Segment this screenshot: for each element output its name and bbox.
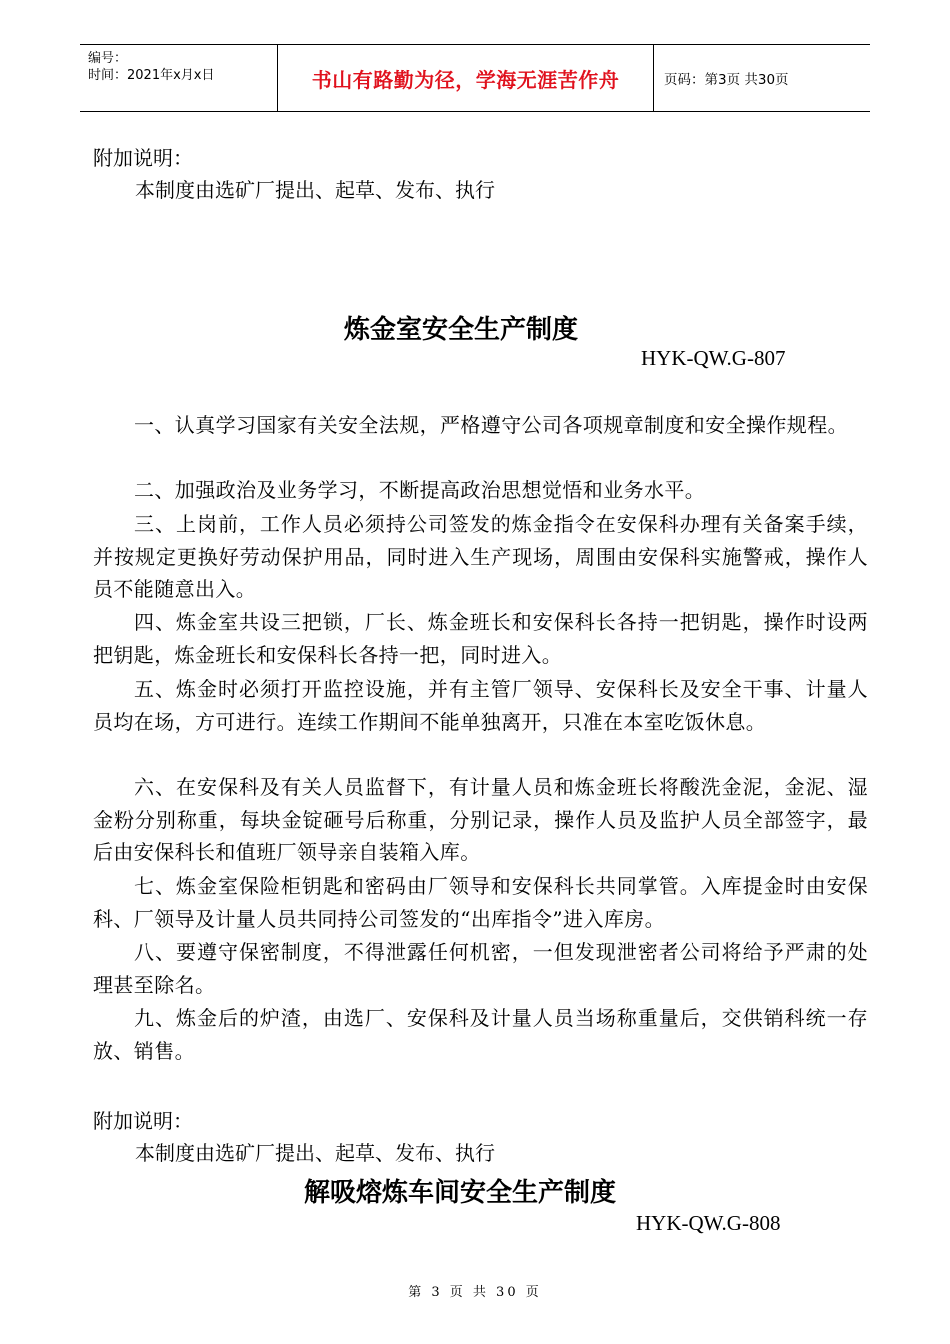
top-note-text: 本制度由选矿厂提出、起草、发布、执行	[135, 178, 495, 202]
doc1-paragraph-7: 七、炼金室保险柜钥匙和密码由厂领导和安保科长共同掌管。入库提金时由安保科、厂领导及计量人员共同持公司签发的“出库指令”进入库房。	[93, 874, 868, 931]
doc1-code: HYK-QW.G-807	[641, 346, 786, 370]
header-page-info: 页码：第3页 共30页	[664, 72, 789, 88]
doc1-paragraph-5: 五、炼金时必须打开监控设施，并有主管厂领导、安保科长及安全干事、计量人员均在场，方可进行。连续工作期间不能单独离开，只准在本室吃饭休息。	[93, 677, 868, 734]
doc1-paragraph-1: 一、认真学习国家有关安全法规，严格遵守公司各项规章制度和安全操作规程。	[134, 413, 848, 437]
doc1-note-label: 附加说明：	[93, 1109, 193, 1133]
doc1-paragraph-4: 四、炼金室共设三把锁，厂长、炼金班长和安保科长各持一把钥匙，操作时设两把钥匙，炼金班长和安保科长各持一把，同时进入。	[93, 610, 868, 667]
doc2-title: 解吸熔炼车间安全生产制度	[304, 1178, 617, 1208]
doc1-paragraph-3: 三、上岗前，工作人员必须持公司签发的炼金指令在安保科办理有关备案手续，并按规定更换好劳动保护用品，同时进入生产现场，周围由安保科实施警戒，操作人员不能随意出入。	[93, 512, 868, 601]
top-note-label: 附加说明：	[93, 146, 193, 170]
doc1-paragraph-2: 二、加强政治及业务学习，不断提高政治思想觉悟和业务水平。	[134, 478, 706, 502]
doc1-paragraph-9: 九、炼金后的炉渣，由选厂、安保科及计量人员当场称重量后，交供销科统一存放、销售。	[93, 1006, 868, 1063]
doc1-title: 炼金室安全生产制度	[344, 315, 579, 345]
document-number-label: 编号：	[88, 51, 128, 66]
page-footer: 第 3 页 共 30 页	[408, 1285, 542, 1300]
document-time: 时间：2021年x月x日	[88, 68, 215, 83]
doc1-paragraph-8: 八、要遵守保密制度，不得泄露任何机密，一但发现泄密者公司将给予严肃的处理甚至除名。	[93, 940, 868, 997]
page-header	[80, 44, 870, 112]
header-motto: 书山有路勤为径，学海无涯苦作舟	[278, 45, 654, 111]
doc1-paragraph-6: 六、在安保科及有关人员监督下，有计量人员和炼金班长将酸洗金泥，金泥、湿金粉分别称重，每块金锭砸号后称重，分别记录，操作人员及监护人员全部签字，最后由安保科长和值班厂领导亲自装箱入库。	[93, 775, 868, 864]
doc2-code: HYK-QW.G-808	[636, 1211, 781, 1235]
doc1-note-text: 本制度由选矿厂提出、起草、发布、执行	[135, 1141, 495, 1165]
header-meta	[80, 45, 278, 111]
